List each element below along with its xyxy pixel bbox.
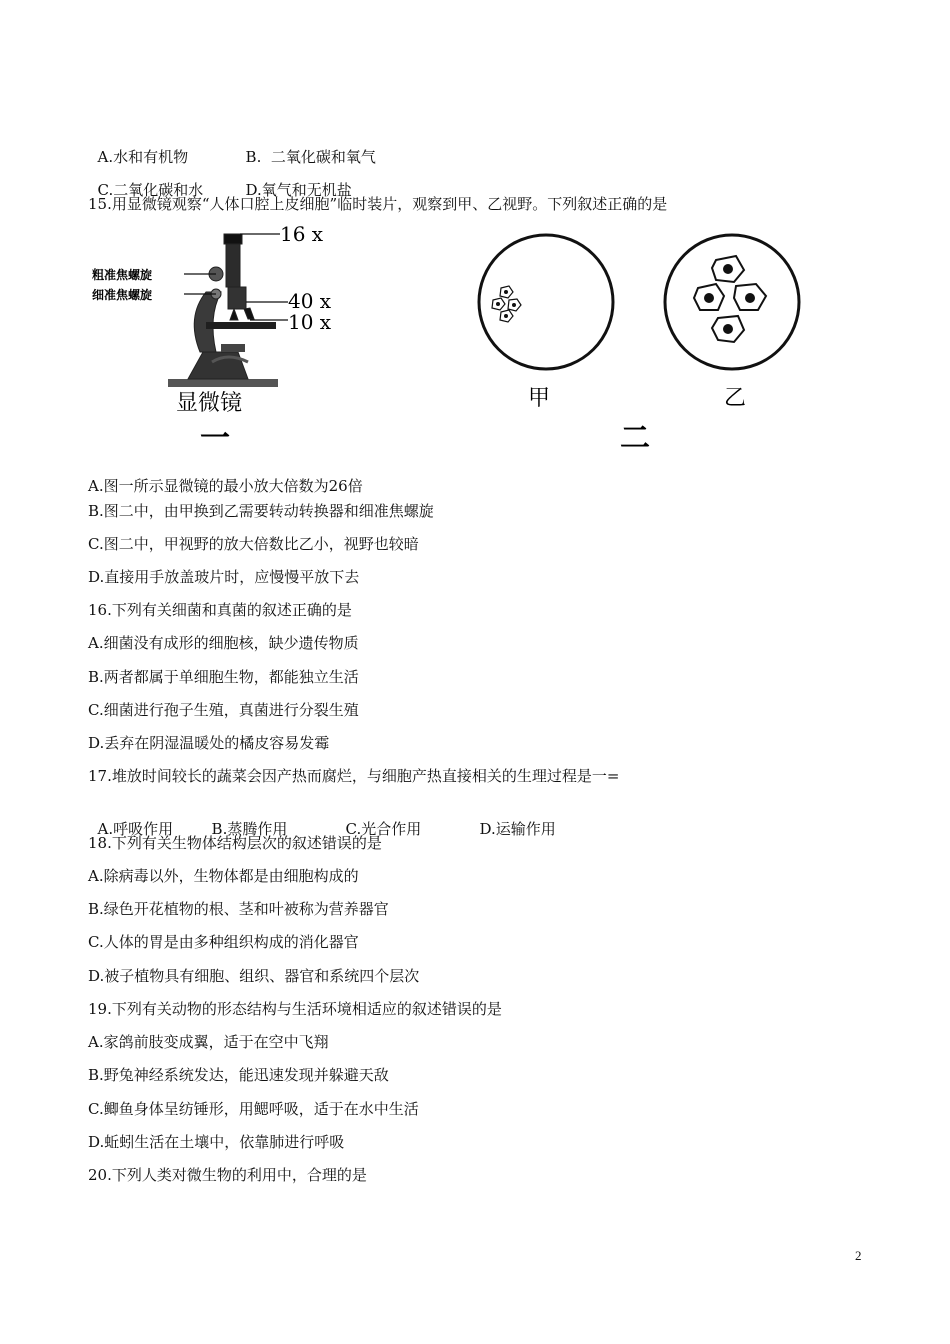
q16-option-a: A.细菌没有成形的细胞核，缺少遗传物质 — [88, 634, 359, 652]
q19-option-c: C.鲫鱼身体呈纺锤形，用鳃呼吸，适于在水中生活 — [88, 1100, 419, 1118]
q14-option-a: A.水和有机物 — [97, 148, 189, 166]
q18-option-a: A.除病毒以外，生物体都是由细胞构成的 — [88, 867, 359, 885]
coarse-adjustment-label: 粗准焦螺旋 — [92, 268, 153, 282]
q15-option-c: C.图二中，甲视野的放大倍数比乙小，视野也较暗 — [88, 535, 419, 553]
q18-option-d: D.被子植物具有细胞、组织、器官和系统四个层次 — [88, 967, 420, 985]
q19-stem: 19.下列有关动物的形态结构与生活环境相适应的叙述错误的是 — [88, 1000, 502, 1018]
q16-option-d: D.丢弃在阴湿温暖处的橘皮容易发霉 — [88, 734, 330, 752]
q17-stem: 17.堆放时间较长的蔬菜会因产热而腐烂，与细胞产热直接相关的生理过程是一= — [88, 767, 620, 785]
q15-stem: 15.用显微镜观察“人体口腔上皮细胞”临时装片，观察到甲、乙视野。下列叙述正确的是 — [88, 195, 668, 213]
page-number: 2 — [855, 1248, 862, 1263]
q20-stem: 20.下列人类对微生物的利用中，合理的是 — [88, 1166, 367, 1184]
q14-option-b: B. 二氧化碳和氧气 — [245, 148, 376, 166]
q17-option-a: A.呼吸作用 — [97, 820, 174, 838]
microscope-caption: 显微镜 — [176, 391, 243, 416]
q17-option-c: C.光合作用 — [345, 820, 422, 838]
q17-option-d: D.运输作用 — [479, 820, 556, 838]
q16-option-c: C.细菌进行孢子生殖，真菌进行分裂生殖 — [88, 701, 359, 719]
q19-option-b: B.野兔神经系统发达，能迅速发现并躲避天敌 — [88, 1066, 389, 1084]
microscope-drawing — [168, 234, 278, 387]
q17-option-b: B.蒸腾作用 — [211, 820, 288, 838]
q19-option-a: A.家鸽前肢变成翼，适于在空中飞翔 — [88, 1033, 329, 1051]
q18-stem: 18.下列有关生物体结构层次的叙述错误的是 — [88, 834, 382, 852]
fine-adjustment-label: 细准焦螺旋 — [92, 288, 153, 302]
q15-option-d: D.直接用手放盖玻片时，应慢慢平放下去 — [88, 568, 360, 586]
q14-option-c: C.二氧化碳和水 — [97, 181, 204, 199]
q19-option-d: D.蚯蚓生活在土壤中，依靠肺进行呼吸 — [88, 1133, 345, 1151]
q18-option-c: C.人体的胃是由多种组织构成的消化器官 — [88, 933, 359, 951]
q15-figure-svg — [88, 222, 848, 452]
view-yi — [665, 235, 799, 369]
view-jia — [479, 235, 613, 369]
q18-option-b: B.绿色开花植物的根、茎和叶被称为营养器官 — [88, 900, 389, 918]
q15-figure — [88, 222, 848, 452]
q15-option-b: B.图二中，由甲换到乙需要转动转换器和细准焦螺旋 — [88, 502, 434, 520]
objective-40x-label: 40 x — [288, 289, 332, 313]
q15-option-a: A.图一所示显微镜的最小放大倍数为26倍 — [88, 477, 363, 495]
view-yi-caption: 乙 — [724, 386, 747, 411]
view-jia-caption: 甲 — [528, 386, 551, 411]
q14-option-d: D.氧气和无机盐 — [245, 181, 352, 199]
q16-stem: 16.下列有关细菌和真菌的叙述正确的是 — [88, 601, 352, 619]
q16-option-b: B.两者都属于单细胞生物，都能独立生活 — [88, 668, 359, 686]
eyepiece-label: 16 x — [280, 222, 324, 246]
objective-10x-label: 10 x — [288, 310, 332, 334]
figure-one-label: 一 — [200, 421, 230, 452]
figure-two-label: 二 — [620, 421, 650, 452]
